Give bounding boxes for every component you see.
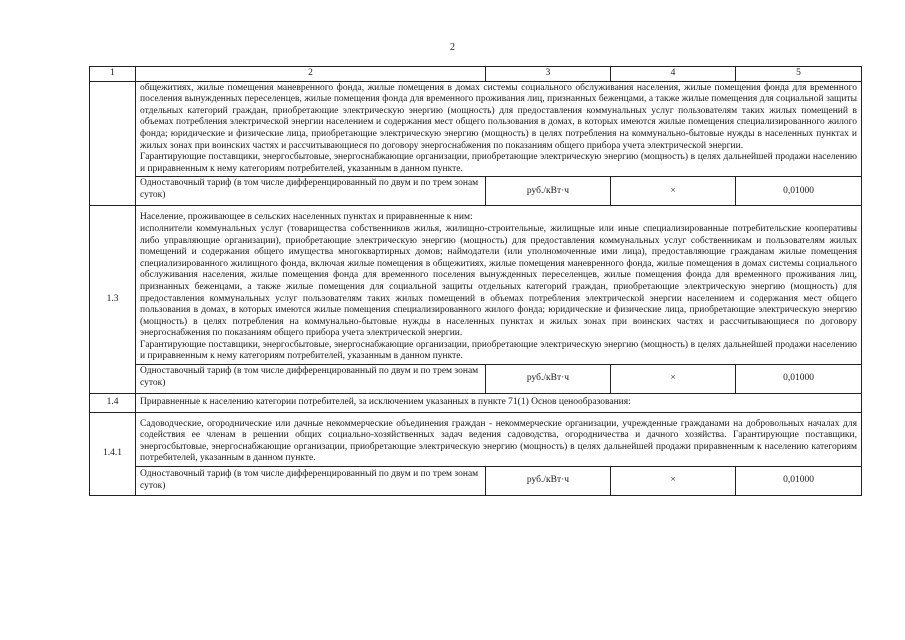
row-number: 1.4.1 <box>90 412 136 495</box>
table-row <box>90 412 862 466</box>
row-description <box>136 81 862 177</box>
tariff-unit: руб./кВт·ч <box>486 177 611 206</box>
header-col-2: 2 <box>136 67 486 82</box>
tariff-row <box>90 467 862 496</box>
description-paragraph: Гарантирующие поставщики, энергосбытовые, энергоснабжающие организации, приобретающие электрическую энергию (мощность) в целях дальнейшей продажи населению и приравненным к нему категориям потребителей, указанным в данном пункте. <box>140 152 857 174</box>
tariff-col4: × <box>611 467 736 496</box>
row-number <box>90 81 136 206</box>
description-paragraph: исполнители коммунальных услуг (товарищества собственников жилья, жилищно-строительные, жилищные или иные специализированные потребительские кооперативы либо управляющие организации), приобретающие электрическую энергию (мощность) для предоставления коммунальных услуг собственникам и пользователям жилых помещений и содержания общего имущества многоквартирных домов; наймодатели (или уполномоченные ими лица), предоставляющие гражданам жилые помещения специализированного жилищного фонда, включая жилые помещения в общежитиях, жилые помещения маневренного фонда, жилые помещения в домах системы социального обслуживания населения, жилые помещения фонда для временного поселения вынужденных переселенцев, жилые помещения фонда для временного проживания лиц, признанных беженцами, а также жилые помещения для социальной защиты отдельных категорий граждан, приобретающие электрическую энергию (мощность) для предоставления коммунальных услуг пользователям таких жилых помещений в объемах потребления электрической энергии населением и содержания мест общего пользования в домах, в которых имеются жилые помещения специализированного жилого фонда; юридические и физические лица, приобретающие электрическую энергию (мощность) в целях потребления на коммунально-бытовые нужды в населенных пунктах и жилых зонах при воинских частях и рассчитывающиеся по договору энергоснабжения по показаниям общего прибора учета электрической энергии. <box>140 223 857 339</box>
tariff-row <box>90 177 862 206</box>
row-description <box>136 206 862 365</box>
tariff-label: Одноставочный тариф (в том числе дифференцированный по двум и по трем зонам суток) <box>136 177 486 206</box>
page-number: 2 <box>450 42 455 53</box>
tariff-col4: × <box>611 365 736 394</box>
table-row <box>90 394 862 413</box>
description-paragraph: Гарантирующие поставщики, энергосбытовые, энергоснабжающие организации, приобретающие электрическую энергию (мощность) в целях дальнейшей продажи населению и приравненным к нему категориям потребителей, указанным в данном пункте. <box>140 339 857 362</box>
header-col-5: 5 <box>736 67 862 82</box>
tariff-label: Одноставочный тариф (в том числе дифференцированный по двум и по трем зонам суток) <box>136 365 486 394</box>
tariff-value: 0,01000 <box>736 365 862 394</box>
header-col-1: 1 <box>90 67 136 82</box>
description-paragraph: Население, проживающее в сельских населенных пунктах и приравненные к ним: <box>140 212 473 223</box>
header-col-4: 4 <box>611 67 736 82</box>
tariff-col4: × <box>611 177 736 206</box>
tariff-row <box>90 365 862 394</box>
tariff-label: Одноставочный тариф (в том числе дифференцированный по двум и по трем зонам суток) <box>136 467 486 496</box>
description-paragraph: Садоводческие, огороднические или дачные некоммерческие объединения граждан - некоммерческие организации, учрежденные гражданами на добровольных началах для содействия ее членам в решении общих социально-хозяйственных задач ведения садоводства, огородничества и дачного хозяйства. Гарантирующие поставщики, энергосбытовые, энергоснабжающие организации, приобретающие электрическую энергию (мощность) в целях дальнейшей продажи приравненным к населению категориям потребителей, указанным в данном пункте. <box>140 418 857 464</box>
row-number: 1.4 <box>90 394 136 413</box>
tariff-unit: руб./кВт·ч <box>486 467 611 496</box>
row-description: Приравненные к населению категории потребителей, за исключением указанных в пункте 71(1) Основ ценообразования: <box>136 394 862 413</box>
tariff-unit: руб./кВт·ч <box>486 365 611 394</box>
table-row <box>90 81 862 177</box>
table-row <box>90 206 862 365</box>
description-paragraph: общежитиях, жилые помещения маневренного фонда, жилые помещения в домах системы социального обслуживания населения, жилые помещения фонда для временного поселения вынужденных переселенцев, жилые помещения фонда для временного проживания лиц, признанных беженцами, а также жилые помещения для социальной защиты отдельных категорий граждан, приобретающие электрическую энергию (мощность) для предоставления коммунальных услуг пользователям таких жилых помещений в объемах потребления электрической энергии населением и содержания мест общего пользования в домах, в которых имеются жилые помещения специализированного жилого фонда; юридические и физические лица, приобретающие электрическую энергию (мощность) в целях потребления на коммунально-бытовые нужды в населенных пунктах и жилых зонах при воинских частях и рассчитывающиеся по договору энергоснабжения по показаниям общего прибора учета электрической энергии. <box>140 82 857 151</box>
header-col-3: 3 <box>486 67 611 82</box>
tariff-value: 0,01000 <box>736 177 862 206</box>
tariff-table <box>89 66 862 496</box>
row-number: 1.3 <box>90 206 136 394</box>
tariff-value: 0,01000 <box>736 467 862 496</box>
header-row <box>90 67 862 82</box>
row-description <box>136 412 862 466</box>
